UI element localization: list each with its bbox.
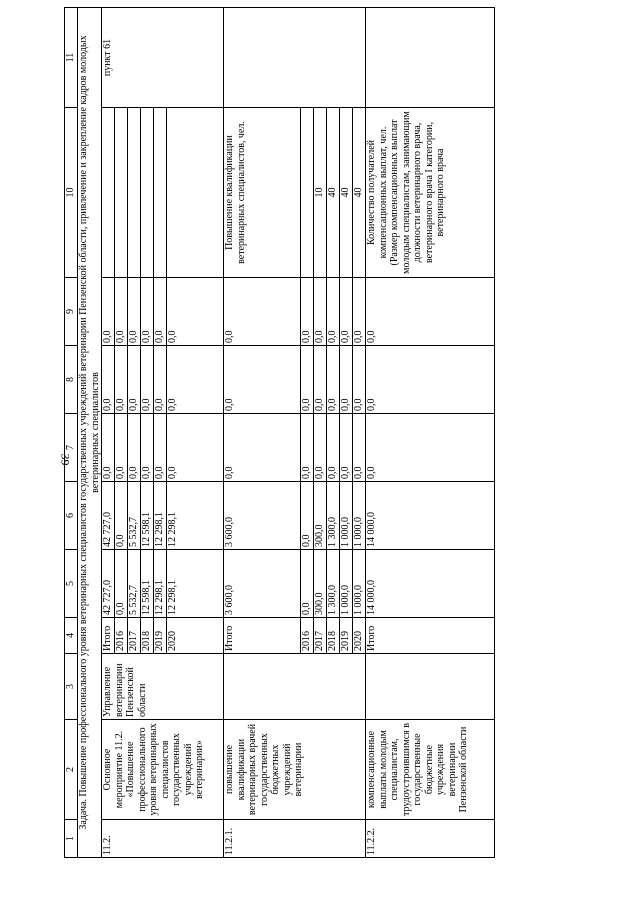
value-cell: 12 298,1 <box>154 482 167 550</box>
value-cell: 12 298,1 <box>167 550 224 618</box>
value-cell: 0,0 <box>224 278 301 346</box>
value-cell: 0,0 <box>115 346 128 414</box>
col-number: 5 <box>65 550 78 618</box>
value-cell: 0,0 <box>128 278 141 346</box>
indicator-cell: Количество получателей компенсационных выплат, чел. (Размер компенсационных выплат молодым специалистам, занимающим должности ветеринарного врача, ветеринарного врача I категории, ветеринарного врача <box>366 108 495 278</box>
col-number: 7 <box>65 414 78 482</box>
indicator-cell <box>141 108 154 278</box>
value-cell: 12 298,1 <box>167 482 224 550</box>
row-number: 11.2. <box>102 820 224 858</box>
col-number: 3 <box>65 654 78 720</box>
value-cell: 1 000,0 <box>353 550 366 618</box>
value-cell: 0,0 <box>366 278 495 346</box>
row-number: 11.2.2. <box>366 820 495 858</box>
row-number: 11.2.1. <box>224 820 366 858</box>
value-cell: 1 300,0 <box>327 550 340 618</box>
value-cell: 0,0 <box>327 278 340 346</box>
measure-name: Основное мероприятие 11.2. «Повышение профессионального уровня ветеринарных специалистов государственных учреждений ветеринарии» <box>102 720 224 820</box>
value-cell: 0,0 <box>154 414 167 482</box>
table-row <box>224 8 301 858</box>
value-cell: 14 000,0 <box>366 482 495 550</box>
note-cell <box>224 8 366 108</box>
value-cell: 3 600,0 <box>224 482 301 550</box>
value-cell: 300,0 <box>314 482 327 550</box>
table-row <box>366 8 495 858</box>
year-cell: 2020 <box>353 618 366 654</box>
task-heading: Задача. Повышение профессионального уровня ветеринарных специалистов государственных учреждений ветеринарии Пензенской области, привлечение и закрепление кадров молодых ветеринарных специалистов <box>78 8 102 858</box>
value-cell: 0,0 <box>128 346 141 414</box>
program-table <box>64 7 495 858</box>
year-cell: 2019 <box>154 618 167 654</box>
col-number: 11 <box>65 8 78 108</box>
col-number: 9 <box>65 278 78 346</box>
executor <box>366 654 495 720</box>
indicator-cell <box>115 108 128 278</box>
year-cell: 2018 <box>327 618 340 654</box>
value-cell: 0,0 <box>167 414 224 482</box>
indicator-value: 10 <box>314 108 327 278</box>
value-cell: 300,0 <box>314 550 327 618</box>
value-cell: 1 000,0 <box>340 550 353 618</box>
year-cell: 2016 <box>301 618 314 654</box>
year-cell: Итого <box>102 618 115 654</box>
value-cell: 0,0 <box>301 414 314 482</box>
indicator-cell <box>102 108 115 278</box>
year-cell: 2017 <box>314 618 327 654</box>
col-number: 6 <box>65 482 78 550</box>
value-cell: 5 532,7 <box>128 550 141 618</box>
column-numbers-row <box>65 8 78 858</box>
indicator-value: 40 <box>353 108 366 278</box>
value-cell: 42 727,0 <box>102 550 115 618</box>
value-cell: 0,0 <box>340 346 353 414</box>
year-cell: 2017 <box>128 618 141 654</box>
year-cell: Итого <box>224 618 301 654</box>
year-cell: Итого <box>366 618 495 654</box>
executor: Управление ветеринарии Пензенской области <box>102 654 224 720</box>
value-cell: 0,0 <box>115 414 128 482</box>
value-cell: 42 727,0 <box>102 482 115 550</box>
value-cell: 0,0 <box>314 278 327 346</box>
value-cell: 14 000,0 <box>366 550 495 618</box>
value-cell: 0,0 <box>141 346 154 414</box>
measure-name: компенсационные выплаты молодым специалистам, трудоустроившимся в государственные бюджетные учреждения ветеринарии Пензенской области <box>366 720 495 820</box>
year-cell: 2019 <box>340 618 353 654</box>
value-cell: 0,0 <box>102 414 115 482</box>
value-cell: 1 300,0 <box>327 482 340 550</box>
value-cell: 0,0 <box>301 482 314 550</box>
value-cell: 0,0 <box>141 414 154 482</box>
indicator-value <box>301 108 314 278</box>
value-cell: 0,0 <box>102 278 115 346</box>
value-cell: 0,0 <box>154 346 167 414</box>
task-row <box>78 8 102 858</box>
value-cell: 12 598,1 <box>141 482 154 550</box>
value-cell: 0,0 <box>340 414 353 482</box>
value-cell: 0,0 <box>167 278 224 346</box>
indicator-cell: Повышение квалификации ветеринарных специалистов, чел. <box>224 108 301 278</box>
indicator-value: 40 <box>327 108 340 278</box>
value-cell: 0,0 <box>115 482 128 550</box>
col-number: 1 <box>65 820 78 858</box>
table-row <box>102 8 115 858</box>
measure-name: повышение квалификации ветеринарных врачей государственных бюджетных учреждений ветеринарии <box>224 720 366 820</box>
value-cell: 0,0 <box>301 550 314 618</box>
note-cell: пункт 61 <box>102 8 224 108</box>
value-cell: 0,0 <box>115 550 128 618</box>
value-cell: 0,0 <box>353 414 366 482</box>
indicator-cell <box>128 108 141 278</box>
value-cell: 0,0 <box>314 414 327 482</box>
value-cell: 0,0 <box>128 414 141 482</box>
indicator-cell <box>167 108 224 278</box>
executor <box>224 654 366 720</box>
page-number: 39 <box>58 453 73 466</box>
value-cell: 0,0 <box>115 278 128 346</box>
col-number: 2 <box>65 720 78 820</box>
rotated-table-container <box>64 35 598 858</box>
value-cell: 0,0 <box>327 346 340 414</box>
value-cell: 0,0 <box>224 346 301 414</box>
value-cell: 0,0 <box>314 346 327 414</box>
year-cell: 2016 <box>115 618 128 654</box>
col-number: 4 <box>65 618 78 654</box>
value-cell: 0,0 <box>353 278 366 346</box>
value-cell: 0,0 <box>353 346 366 414</box>
year-cell: 2018 <box>141 618 154 654</box>
year-cell: 2020 <box>167 618 224 654</box>
value-cell: 0,0 <box>366 414 495 482</box>
value-cell: 1 000,0 <box>340 482 353 550</box>
value-cell: 0,0 <box>167 346 224 414</box>
value-cell: 0,0 <box>301 346 314 414</box>
note-cell <box>366 8 495 108</box>
indicator-cell <box>154 108 167 278</box>
value-cell: 3 600,0 <box>224 550 301 618</box>
value-cell: 0,0 <box>366 346 495 414</box>
value-cell: 0,0 <box>141 278 154 346</box>
value-cell: 0,0 <box>154 278 167 346</box>
indicator-value: 40 <box>340 108 353 278</box>
value-cell: 0,0 <box>327 414 340 482</box>
value-cell: 1 000,0 <box>353 482 366 550</box>
value-cell: 0,0 <box>102 346 115 414</box>
value-cell: 5 532,7 <box>128 482 141 550</box>
value-cell: 0,0 <box>340 278 353 346</box>
value-cell: 0,0 <box>224 414 301 482</box>
value-cell: 12 598,1 <box>141 550 154 618</box>
value-cell: 12 298,1 <box>154 550 167 618</box>
value-cell: 0,0 <box>301 278 314 346</box>
col-number: 10 <box>65 108 78 278</box>
col-number: 8 <box>65 346 78 414</box>
